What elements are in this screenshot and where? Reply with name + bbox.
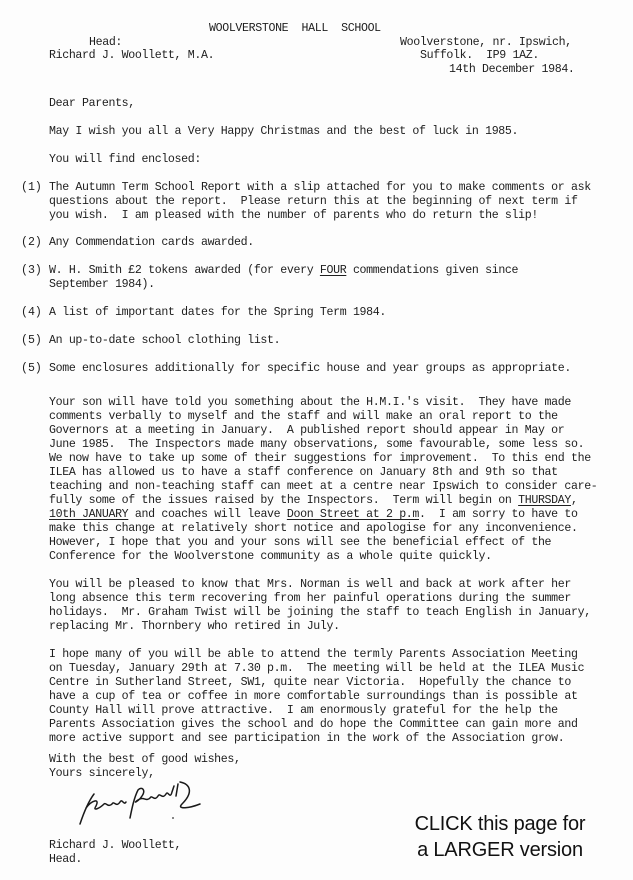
paragraph-line: June 1985. The Inspectors made many observations, some favourable, some less so. [49,438,585,451]
enclosure-line: Some enclosures additionally for specific house and year groups as appropriate. [49,362,571,375]
paragraph-line [49,494,578,508]
text: and coaches will leave [128,508,287,521]
address-line-2: Suffolk. IP9 1AZ. [420,49,539,62]
signatory-title: Head. [49,853,83,866]
paragraph-line: make this change at relatively short notice and apologise for any inconvenience. [49,522,578,535]
paragraph-line: You will be pleased to know that Mrs. Norman is well and back at work after her [49,578,571,591]
school-name: WOOLVERSTONE HALL SCHOOL [209,22,381,35]
enclosure-line: The Autumn Term School Report with a slip attached for you to make comments or ask [49,181,591,194]
paragraph-line: teaching and non-teaching staff can meet at a centre near Ipswich to consider care- [49,480,598,493]
paragraph-line: comments verbally to myself and the staff and will make an oral report to the [49,410,558,423]
letter-date: 14th December 1984. [449,63,575,76]
enclosure-number: (1) [21,181,42,194]
coach-departure: Doon Street at 2 p.m [286,508,420,521]
greeting: May I wish you all a Very Happy Christmas and the best of luck in 1985. [49,125,519,138]
enclosure-number: (5) [21,362,42,375]
text: , [570,494,578,507]
paragraph-line: Your son will have told you something about the H.M.I.'s visit. They have made [49,396,571,409]
paragraph-line: long absence this term recovering from her painful operations during the summer [49,592,571,605]
paragraph-line: Conference for the Woolverstone community as a whole quite quickly. [49,550,492,563]
enclosure-line: questions about the report. Please return this at the beginning of next term if [49,195,578,208]
paragraph-line: Centre in Sutherland Street, SW1, quite near Victoria. Hopefully the chance to [49,676,571,689]
head-label: Head: [89,36,123,49]
head-name: Richard J. Woollett, M.A. [49,49,215,62]
enlarge-link[interactable] [385,811,615,863]
enclosure-number: (3) [21,264,42,277]
salutation: Dear Parents, [49,97,135,110]
handwritten-signature [72,778,212,830]
paragraph-line: holidays. Mr. Graham Twist will be joining the staff to teach English in January, [49,606,591,619]
paragraph-line: on Tuesday, January 29th at 7.30 p.m. The meeting will be held at the ILEA Music [49,662,585,675]
enclosure-line: Any Commendation cards awarded. [49,236,254,249]
paragraph-line: replacing Mr. Thornbery who retired in July. [49,620,340,633]
paragraph-line: However, I hope that you and your sons will see the beneficial effect of the [49,536,552,549]
enlarge-link-line-1[interactable]: CLICK this page for [414,813,586,835]
paragraph-line: have a cup of tea or coffee in more comfortable surroundings than is possible at [49,690,578,703]
enlarge-link-line-2[interactable]: a LARGER version [417,839,583,861]
closing-sincerely: Yours sincerely, [49,767,155,780]
enclosure-line: A list of important dates for the Spring Term 1984. [49,306,386,319]
enclosure-text: W. H. Smith £2 tokens awarded (for every [49,264,320,277]
enclosure-line [49,264,518,278]
paragraph-line: ILEA has allowed us to have a staff conference on January 8th and 9th so that [49,466,558,479]
paragraph-line: Governors at a meeting in January. A published report should appear in May or [49,424,565,437]
paragraph-line: Parents Association gives the school and do hope the Committee can gain more and [49,718,578,731]
enclosure-line: An up-to-date school clothing list. [49,334,281,347]
enclosure-text: commendations given since [346,264,519,277]
closing-wishes: With the best of good wishes, [49,753,241,766]
enclosure-number: (5) [21,334,42,347]
paragraph-line: I hope many of you will be able to attend the termly Parents Association Meeting [49,648,578,661]
paragraph-line: more active support and see participation in the work of the Association grow. [49,732,565,745]
enclosure-number: (4) [21,306,42,319]
term-start-date: 10th JANUARY [49,508,129,521]
term-start-day: THURSDAY [518,494,571,507]
enclosure-number: (2) [21,236,42,249]
paragraph-line: We now have to take up some of their suggestions for improvement. To this end the [49,452,591,465]
text: fully some of the issues raised by the Inspectors. Term will begin on [49,494,519,507]
address-line-1: Woolverstone, nr. Ipswich, [400,36,572,49]
enclosure-line: September 1984). [49,278,155,291]
signatory-name: Richard J. Woollett, [49,839,182,852]
text: . I am sorry to have to [419,508,578,521]
enclosed-intro: You will find enclosed: [49,153,201,166]
enclosure-line: you wish. I am pleased with the number of parents who do return the slip! [49,209,538,222]
enclosure-emphasis: FOUR [319,264,347,277]
paragraph-line [49,508,578,522]
paragraph-line: County Hall will prove attractive. I am enormously grateful for the help the [49,704,558,717]
